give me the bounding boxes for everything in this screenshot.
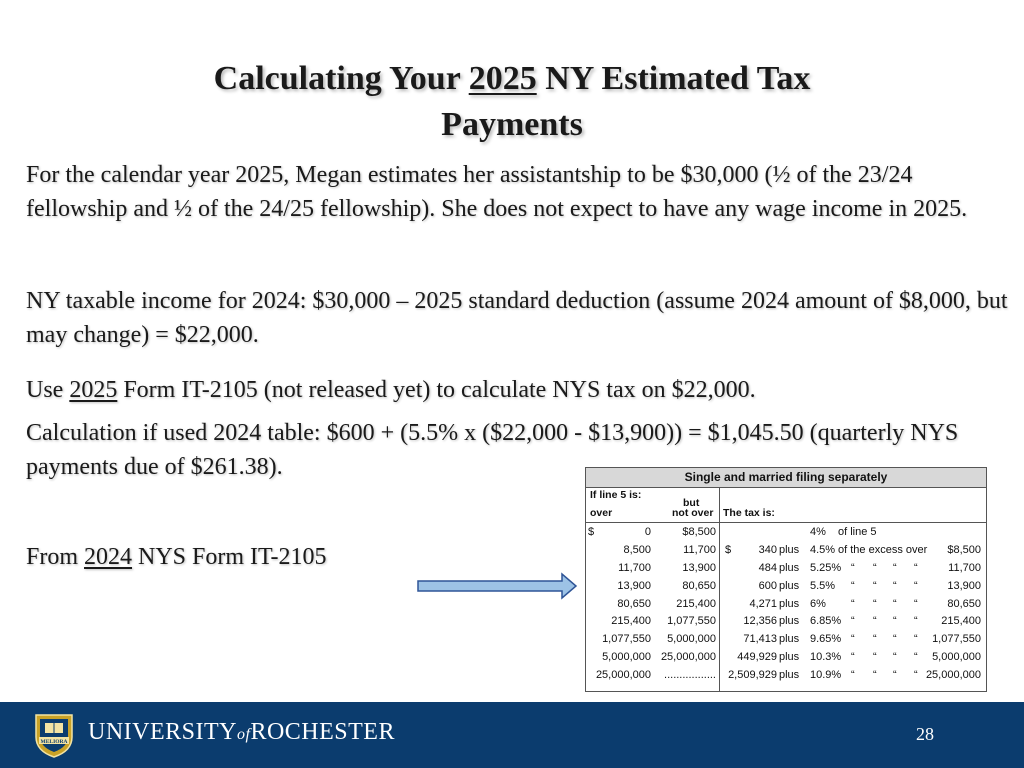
table-row [586, 667, 986, 685]
cell-q3: “ [893, 579, 897, 592]
para5-pre: From [26, 544, 85, 570]
cell-not-over: 1,077,550 [667, 615, 716, 628]
para3-year: 2025 [69, 377, 118, 403]
wordmark-university: UNIVERSITY [88, 719, 237, 745]
university-wordmark [88, 719, 395, 746]
table-row [586, 649, 986, 667]
col-but: but [683, 497, 700, 509]
right-arrow-icon [416, 572, 578, 600]
cell-base: 340 [758, 543, 777, 556]
wordmark-rochester: ROCHESTER [250, 719, 395, 745]
page-number: 28 [916, 724, 934, 744]
cell-q3: “ [893, 597, 897, 610]
para5-post: NYS Form IT-2105 [132, 544, 327, 570]
cell-q4: “ [914, 615, 918, 628]
cell-base: 71,413 [743, 633, 777, 646]
cell-q3: “ [893, 651, 897, 664]
col-over: over [590, 507, 613, 519]
title-year: 2025 [468, 60, 537, 97]
cell-over: 0 [644, 526, 651, 538]
cell-q3: “ [893, 633, 897, 646]
cell-q1: “ [851, 561, 855, 574]
cell-q2: “ [873, 651, 877, 664]
paragraph-use-form [26, 373, 1011, 407]
title-line-1 [0, 56, 1024, 102]
arrow-shape [418, 574, 576, 598]
paragraph-from-form [26, 540, 526, 574]
cell-q1: “ [851, 651, 855, 664]
tax-rate-table [585, 467, 987, 692]
cell-not-over: 215,400 [676, 597, 716, 610]
cell-excess: 11,700 [948, 561, 981, 574]
cell-q4: “ [914, 651, 918, 664]
table-row [586, 578, 986, 596]
cell-plus: plus [779, 633, 800, 646]
cell-rate: 6.85% [810, 615, 842, 628]
cell-dol2: $ [725, 543, 732, 556]
para3-post: Form IT-2105 (not released yet) to calculate NYS tax on $22,000. [117, 377, 756, 403]
cell-excess: $8,500 [947, 543, 981, 556]
cell-over: 1,077,550 [602, 633, 651, 646]
cell-q1: “ [851, 615, 855, 628]
university-seal-icon [30, 711, 78, 759]
cell-plus: plus [779, 597, 800, 610]
cell-base: 2,509,929 [728, 669, 777, 682]
cell-over: 5,000,000 [602, 651, 651, 664]
cell-q4: “ [914, 561, 918, 574]
cell-q4: “ [914, 633, 918, 646]
cell-rate: 6% [810, 597, 826, 610]
cell-desc: of line 5 [838, 526, 877, 538]
cell-q3: “ [893, 669, 897, 682]
cell-rate: 10.3% [810, 651, 842, 664]
cell-base: 484 [758, 561, 777, 574]
paragraph-assistantship: For the calendar year 2025, Megan estimates her assistantship to be $30,000 (½ of the 23/24 fellowship and ½ of the 24/25 fellowship). She does not expect to have any wage income in 2025. [26, 162, 968, 222]
cell-over: 25,000,000 [595, 669, 651, 682]
cell-rate: 4% [810, 526, 826, 538]
para3-pre: Use [26, 377, 70, 403]
title-text-a: Calculating Your [213, 60, 469, 97]
cell-excess: 80,650 [947, 597, 981, 610]
cell-excess: 215,400 [941, 615, 981, 628]
cell-not-over: 80,650 [682, 579, 716, 592]
table-row [586, 524, 986, 542]
cell-rate: 5.5% [810, 579, 836, 592]
cell-base: 4,271 [749, 597, 777, 610]
col-tax-is: The tax is: [723, 507, 775, 519]
cell-base: 12,356 [743, 615, 777, 628]
wordmark-of: of [237, 726, 251, 743]
paragraph-calculation: Calculation if used 2024 table: $600 + (5.5% x ($22,000 - $13,900)) = $1,045.50 (quarterly NYS payments due of $261.38). [26, 420, 959, 480]
table-row [586, 542, 986, 560]
cell-rate: 4.5% [810, 543, 836, 556]
cell-q4: “ [914, 579, 918, 592]
cell-excess: 25,000,000 [925, 669, 981, 682]
footer-bar [0, 702, 1024, 768]
cell-not-over: ................. [664, 669, 716, 682]
cell-q2: “ [873, 633, 877, 646]
cell-plus: plus [779, 615, 800, 628]
cell-over: 8,500 [623, 543, 651, 556]
cell-plus: plus [779, 579, 800, 592]
cell-over: 11,700 [618, 561, 651, 574]
cell-excess: 1,077,550 [932, 633, 981, 646]
cell-q2: “ [873, 579, 877, 592]
seal-text: MELIORA [40, 739, 68, 745]
cell-over: 80,650 [617, 597, 651, 610]
cell-excess: 5,000,000 [932, 651, 981, 664]
cell-q3: “ [893, 615, 897, 628]
cell-q4: “ [914, 597, 918, 610]
cell-not-over: $8,500 [682, 526, 716, 538]
tax-table-column-headers [586, 488, 986, 523]
cell-q1: “ [851, 669, 855, 682]
cell-q1: “ [851, 597, 855, 610]
tax-table-header: Single and married filing separately [586, 468, 986, 488]
cell-base: 600 [758, 579, 777, 592]
cell-rate: 5.25% [810, 561, 842, 574]
cell-plus: plus [779, 669, 800, 682]
cell-q1: “ [851, 633, 855, 646]
cell-rate: 9.65% [810, 633, 842, 646]
cell-not-over: 25,000,000 [660, 651, 716, 664]
cell-q2: “ [873, 615, 877, 628]
table-row [586, 631, 986, 649]
cell-plus: plus [779, 543, 800, 556]
table-row [586, 613, 986, 631]
cell-dol: $ [588, 526, 595, 538]
cell-rate: 10.9% [810, 669, 842, 682]
cell-q4: “ [914, 669, 918, 682]
cell-q2: “ [873, 597, 877, 610]
cell-q2: “ [873, 561, 877, 574]
cell-excess: 13,900 [947, 579, 981, 592]
title-line-2: Payments [441, 106, 583, 143]
paragraph-taxable-income: NY taxable income for 2024: $30,000 – 2025 standard deduction (assume 2024 amount of $8,000, but may change) = $22,000. [26, 288, 1008, 348]
slide-title [0, 56, 1024, 148]
cell-not-over: 13,900 [682, 561, 716, 574]
cell-not-over: 5,000,000 [667, 633, 716, 646]
title-text-b: NY Estimated Tax [536, 60, 811, 97]
table-row [586, 560, 986, 578]
cell-q3: “ [893, 561, 897, 574]
para5-year: 2024 [84, 544, 133, 570]
cell-over: 13,900 [617, 579, 651, 592]
col-if-line: If line 5 is: [590, 489, 642, 501]
cell-base: 449,929 [737, 651, 777, 664]
col-not-over: not over [672, 507, 714, 519]
table-row [586, 596, 986, 614]
cell-plus: plus [779, 561, 800, 574]
cell-over: 215,400 [611, 615, 651, 628]
cell-q1: “ [851, 579, 855, 592]
cell-not-over: 11,700 [683, 543, 716, 556]
cell-plus: plus [779, 651, 800, 664]
tax-table-rows [586, 524, 986, 685]
cell-q2: “ [873, 669, 877, 682]
cell-desc: of the excess over [838, 543, 928, 556]
